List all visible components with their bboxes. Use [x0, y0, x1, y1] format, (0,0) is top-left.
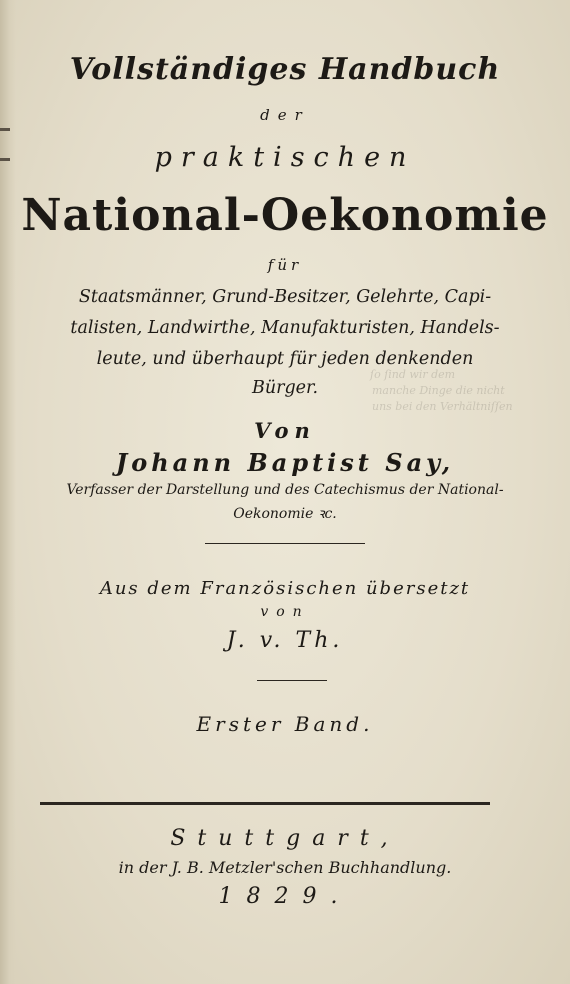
audience-line: Bürger. — [251, 378, 319, 398]
author-name: Johann Baptist Say, — [115, 448, 455, 477]
author-credit-line: Verfasser der Darstellung und des Catechismus der National- — [66, 482, 504, 498]
show-through-text: ſo ſind wir dem — [370, 368, 456, 381]
imprint-year: 1829. — [218, 884, 352, 909]
book-title: Vollständiges Handbuch — [69, 52, 501, 87]
show-through-text: manche Dinge die nicht — [372, 384, 505, 397]
imprint-publisher: in der J. B. Metzler'schen Buchhandlung. — [118, 858, 452, 877]
show-through-text: uns bei den Verhältniſſen — [372, 400, 513, 413]
translator-by: von — [260, 604, 310, 620]
by-line: Von — [254, 418, 316, 443]
divider — [205, 543, 365, 544]
audience-line: leute, und überhaupt für jeden denkenden — [96, 349, 474, 369]
heavy-divider — [40, 802, 490, 805]
title-article: der — [260, 106, 310, 124]
audience-line: talisten, Landwirthe, Manufakturisten, Handels- — [70, 318, 500, 338]
author-credit-line: Oekonomie ꝛc. — [233, 506, 337, 522]
for-line: für — [267, 256, 303, 274]
imprint-place: Stuttgart, — [170, 826, 400, 851]
volume-label: Erster Band. — [196, 712, 374, 736]
divider — [257, 680, 327, 681]
title-adjective: praktischen — [154, 142, 416, 173]
translation-note: Aus dem Französischen übersetzt — [99, 578, 471, 599]
title-main: National-Oekonomie — [21, 190, 549, 241]
translator-name: J. v. Th. — [226, 628, 344, 653]
audience-line: Staatsmänner, Grund-Besitzer, Gelehrte, Capi- — [78, 287, 492, 307]
edge-mark — [0, 128, 10, 131]
